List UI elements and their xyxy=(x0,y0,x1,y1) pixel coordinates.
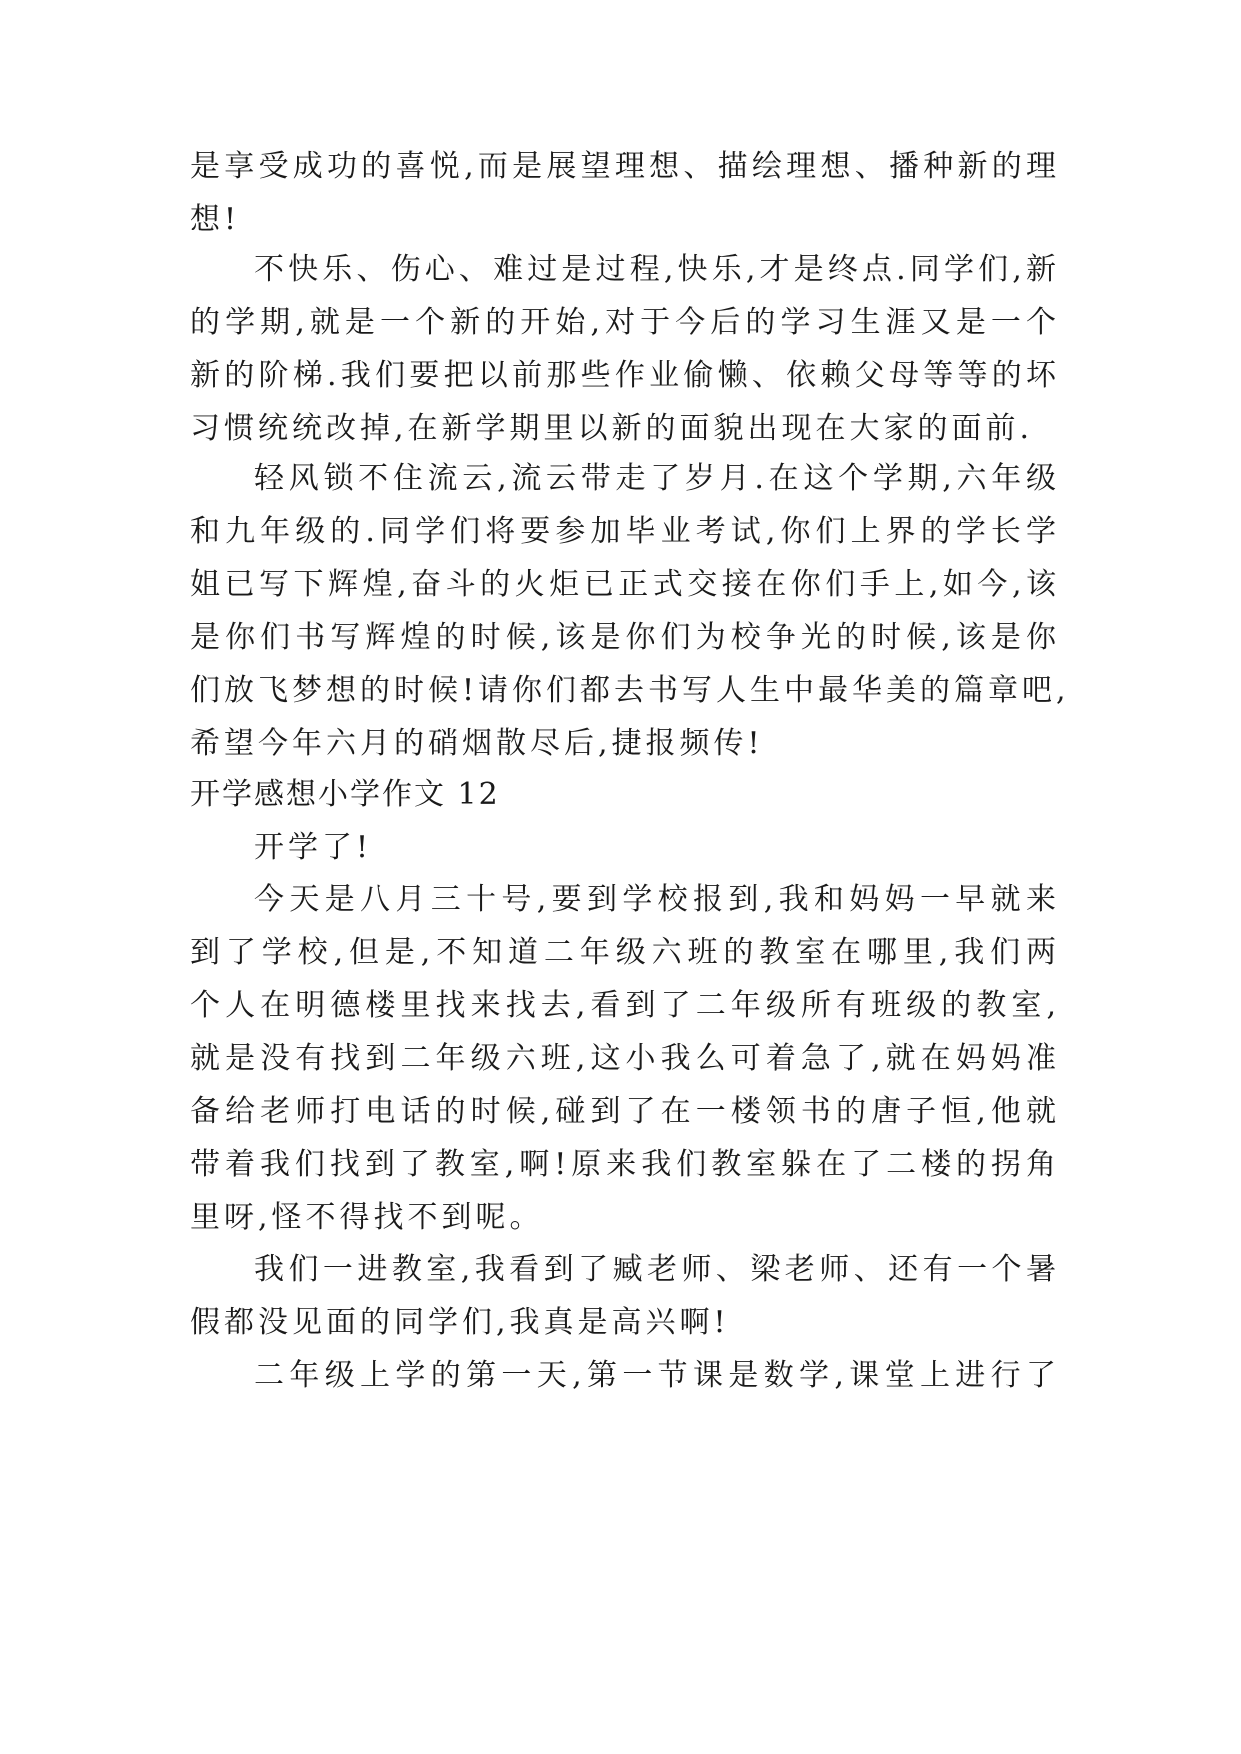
text-line: 备给老师打电话的时候,碰到了在一楼领书的唐子恒,他就 xyxy=(190,1094,1060,1129)
text-line: 和九年级的.同学们将要参加毕业考试,你们上界的学长学 xyxy=(190,514,1060,549)
text-line: 里呀,怪不得找不到呢。 xyxy=(190,1200,544,1235)
text-line: 到了学校,但是,不知道二年级六班的教室在哪里,我们两 xyxy=(190,935,1060,970)
paragraph-start-line: 二年级上学的第一天,第一节课是数学,课堂上进行了 xyxy=(254,1358,1060,1393)
paragraph-start-line: 今天是八月三十号,要到学校报到,我和妈妈一早就来 xyxy=(254,882,1060,917)
text-line: 习惯统统改掉,在新学期里以新的面貌出现在大家的面前. xyxy=(190,411,1034,446)
paragraph-start-line: 开学了! xyxy=(254,830,373,865)
text-line: 假都没见面的同学们,我真是高兴啊! xyxy=(190,1305,730,1340)
paragraph-start-line: 我们一进教室,我看到了臧老师、梁老师、还有一个暑 xyxy=(254,1252,1060,1287)
text-line: 带着我们找到了教室,啊!原来我们教室躲在了二楼的拐角 xyxy=(190,1147,1060,1182)
paragraph-start-line: 不快乐、伤心、难过是过程,快乐,才是终点.同学们,新 xyxy=(254,252,1060,287)
text-line: 个人在明德楼里找来找去,看到了二年级所有班级的教室, xyxy=(190,988,1060,1023)
text-line: 是享受成功的喜悦,而是展望理想、描绘理想、播种新的理 xyxy=(190,149,1060,184)
section-heading: 开学感想小学作文 12 xyxy=(190,777,500,812)
text-line: 们放飞梦想的时候!请你们都去书写人生中最华美的篇章吧, xyxy=(190,673,1070,708)
text-line: 新的阶梯.我们要把以前那些作业偷懒、依赖父母等等的坏 xyxy=(190,358,1060,393)
text-line: 就是没有找到二年级六班,这小我么可着急了,就在妈妈准 xyxy=(190,1041,1060,1076)
paragraph-start-line: 轻风锁不住流云,流云带走了岁月.在这个学期,六年级 xyxy=(254,461,1060,496)
text-line: 想! xyxy=(190,202,241,237)
text-line: 是你们书写辉煌的时候,该是你们为校争光的时候,该是你 xyxy=(190,620,1060,655)
text-line: 的学期,就是一个新的开始,对于今后的学习生涯又是一个 xyxy=(190,305,1060,340)
text-line: 姐已写下辉煌,奋斗的火炬已正式交接在你们手上,如今,该 xyxy=(190,567,1060,602)
text-line: 希望今年六月的硝烟散尽后,捷报频传! xyxy=(190,726,764,761)
